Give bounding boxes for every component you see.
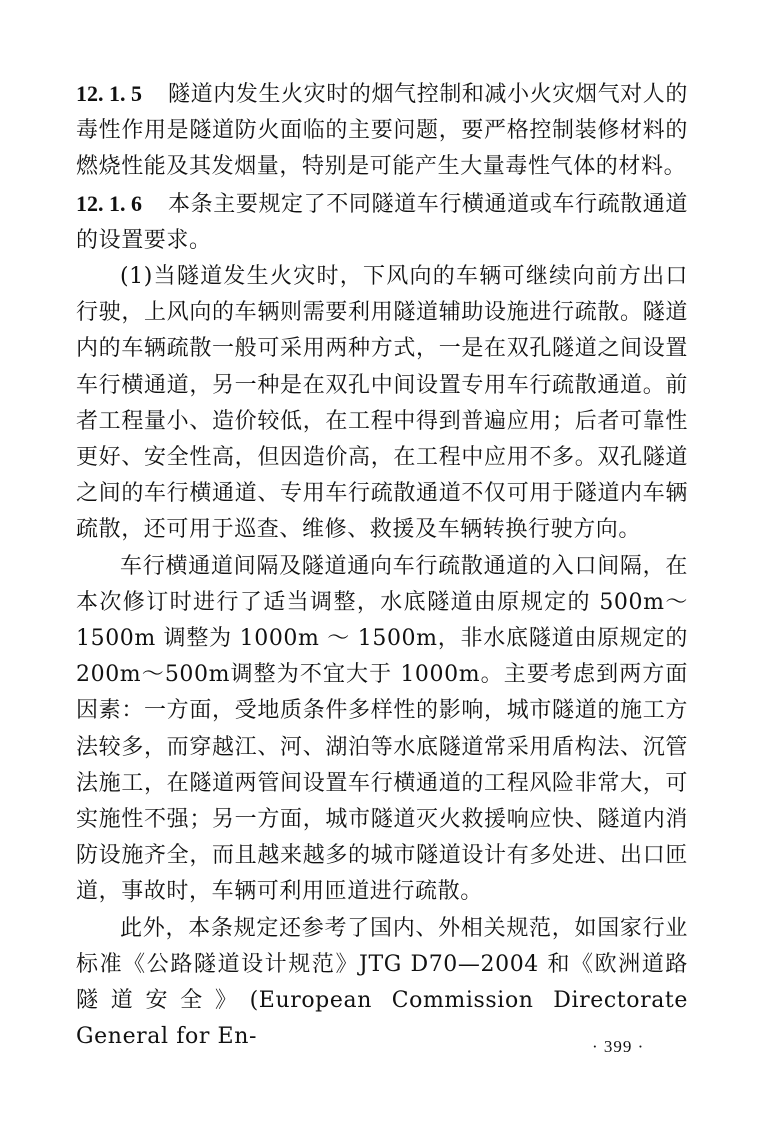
body-paragraph: (1)当隧道发生火灾时，下风向的车辆可继续向前方出口行驶，上风向的车辆则需要利用隧道辅助设施进行疏散。隧道内的车辆疏散一般可采用两种方式，一是在双孔隧道之间设置车行横通道，另一种是在双孔中间设置专用车行疏散通道。前者工程量小、造价较低，在工程中得到普遍应用；后者可靠性更好、安全性高，但因造价高，在工程中应用不多。双孔隧道之间的车行横通道、专用车行疏散通道不仅可用于隧道内车辆疏散，还可用于巡查、维修、救援及车辆转换行驶方向。 <box>76 264 688 543</box>
clause-number: 12. 1. 5 <box>76 81 143 106</box>
clause-12-1-5 <box>76 76 688 186</box>
body-paragraph: 此外，本条规定还参考了国内、外相关规范，如国家行业标准《公路隧道设计规范》JTG D70—2004 和《欧洲道路隧道安全》(European Commission Directorate General for En- <box>76 915 688 1050</box>
clause-number: 12. 1. 6 <box>76 190 143 216</box>
clause-text: 隧道内发生火灾时的烟气控制和减小火灾烟气对人的毒性作用是隧道防火面临的主要问题，要严格控制装修材料的燃烧性能及其发烟量，特别是可能产生大量毒性气体的材料。 <box>76 82 688 180</box>
page-number: · 399 · <box>592 1037 645 1056</box>
document-page <box>76 76 688 1055</box>
body-paragraph: 车行横通道间隔及隧道通向车行疏散通道的入口间隔，在本次修订时进行了适当调整，水底隧道由原规定的 500m～1500m 调整为 1000m ～ 1500m，非水底隧道由原规定的 200m～500m调整为不宜大于 1000m。主要考虑到两方面因素：一方面，受地质条件多样性的影响，城市隧道的施工方法较多，而穿越江、河、湖泊等水底隧道常采用盾构法、沉管法施工，在隧道两管间设置车行横通道的工程风险非常大，可实施性不强；另一方面，城市隧道灭火救援响应快、隧道内消防设施齐全，而且越来越多的城市隧道设计有多处进、出口匝道，事故时，车辆可利用匝道进行疏散。 <box>76 553 688 905</box>
clause-12-1-6 <box>76 186 688 259</box>
clause-text: 本条主要规定了不同隧道车行横通道或车行疏散通道的设置要求。 <box>76 191 688 253</box>
